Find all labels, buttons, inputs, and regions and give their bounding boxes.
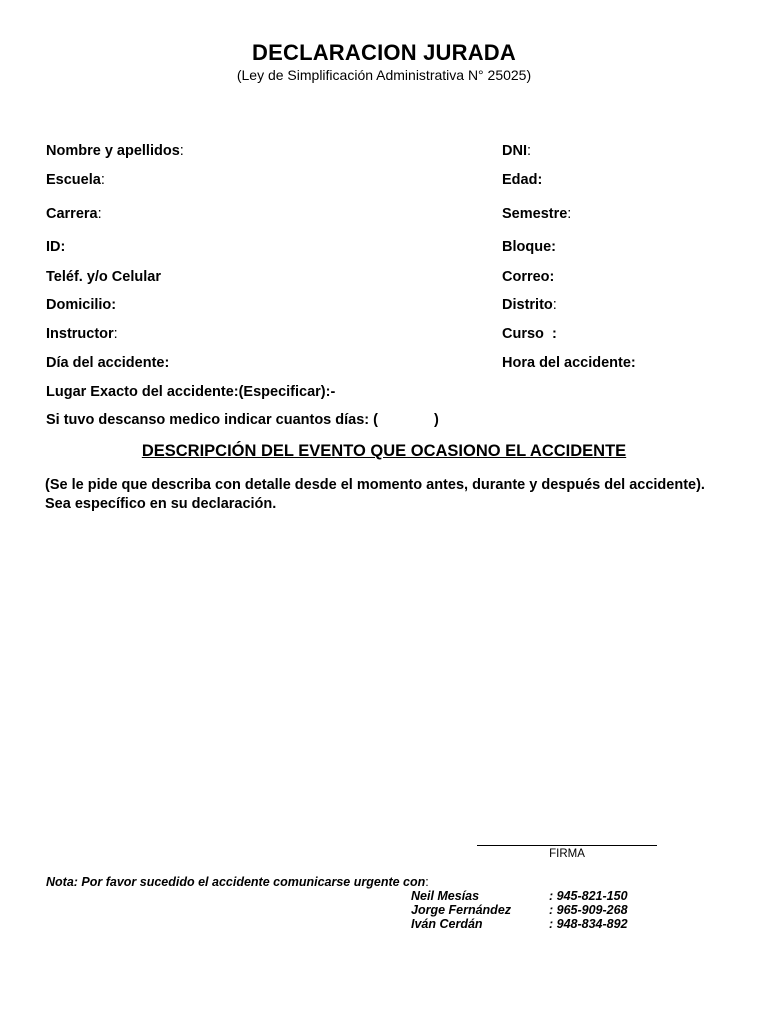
note-text: [46, 875, 429, 889]
field-distrito: [502, 297, 557, 313]
field-semestre-label: Semestre: [502, 206, 568, 222]
field-dia-accidente-label: Día del accidente:: [46, 355, 170, 371]
field-escuela-label: Escuela: [46, 172, 101, 188]
field-distrito-colon: :: [552, 297, 557, 313]
contact-phone: : 965-909-268: [549, 903, 628, 917]
description-title: DESCRIPCIÓN DEL EVENTO QUE OCASIONO EL ACCIDENTE: [141, 442, 627, 460]
field-hora-accidente-label: Hora del accidente:: [502, 355, 636, 371]
field-semestre: [502, 206, 571, 222]
signature-line: [477, 845, 657, 846]
field-correo-label: Correo:: [502, 269, 555, 285]
field-carrera-label: Carrera: [46, 206, 98, 222]
field-dni-label: DNI: [502, 143, 527, 159]
field-distrito-label: Distrito: [502, 297, 553, 313]
field-nombre-colon: :: [179, 143, 184, 159]
field-dni: [502, 143, 531, 159]
field-dni-colon: :: [526, 143, 532, 159]
contact-name: Neil Mesías: [411, 889, 480, 903]
field-curso-label: Curso :: [502, 326, 557, 342]
contact-name: Jorge Fernández: [411, 903, 512, 917]
field-bloque: [502, 239, 556, 255]
field-instructor-colon: :: [113, 326, 118, 342]
document-title: DECLARACION JURADA: [252, 40, 516, 65]
contact-phone: : 945-821-150: [549, 889, 628, 903]
field-escuela-colon: :: [100, 172, 105, 188]
field-telefono-label: Teléf. y/o Celular: [46, 269, 161, 285]
field-telefono: [46, 269, 161, 285]
field-edad-label: Edad:: [502, 172, 543, 188]
field-curso: [502, 326, 557, 342]
field-carrera-colon: :: [97, 206, 102, 222]
field-lugar-label: Lugar Exacto del accidente:(Especificar):-: [46, 384, 336, 400]
field-instructor: [46, 326, 118, 342]
field-lugar: [46, 384, 335, 400]
field-descanso: [46, 412, 439, 428]
field-bloque-label: Bloque:: [502, 239, 556, 255]
field-dia-accidente: [46, 355, 169, 371]
field-semestre-colon: :: [567, 206, 572, 222]
document-subtitle: (Ley de Simplificación Administrativa N° 25025): [236, 67, 532, 83]
signature-label: FIRMA: [549, 848, 585, 860]
field-domicilio-label: Domicilio:: [46, 297, 117, 313]
field-correo: [502, 269, 554, 285]
field-escuela: [46, 172, 105, 188]
field-nombre: [46, 143, 184, 159]
contact-name: Iván Cerdán: [411, 917, 483, 931]
field-hora-accidente: [502, 355, 636, 371]
field-id: [46, 239, 65, 255]
contact-phone: : 948-834-892: [549, 917, 628, 931]
field-carrera: [46, 206, 102, 222]
field-instructor-label: Instructor: [46, 326, 114, 342]
field-edad: [502, 172, 542, 188]
field-domicilio: [46, 297, 116, 313]
field-id-label: ID:: [46, 239, 66, 255]
field-nombre-label: Nombre y apellidos: [46, 143, 180, 159]
field-descanso-close: ): [433, 412, 439, 428]
note-text-body: Nota: Por favor sucedido el accidente comunicarse urgente con: [46, 875, 426, 889]
note-colon: :: [425, 875, 429, 889]
description-instructions: (Se le pide que describa con detalle desde el momento antes, durante y después del accidente). Sea específico en su declaración.: [45, 477, 705, 512]
field-descanso-label: Si tuvo descanso medico indicar cuantos días: (: [46, 412, 378, 428]
